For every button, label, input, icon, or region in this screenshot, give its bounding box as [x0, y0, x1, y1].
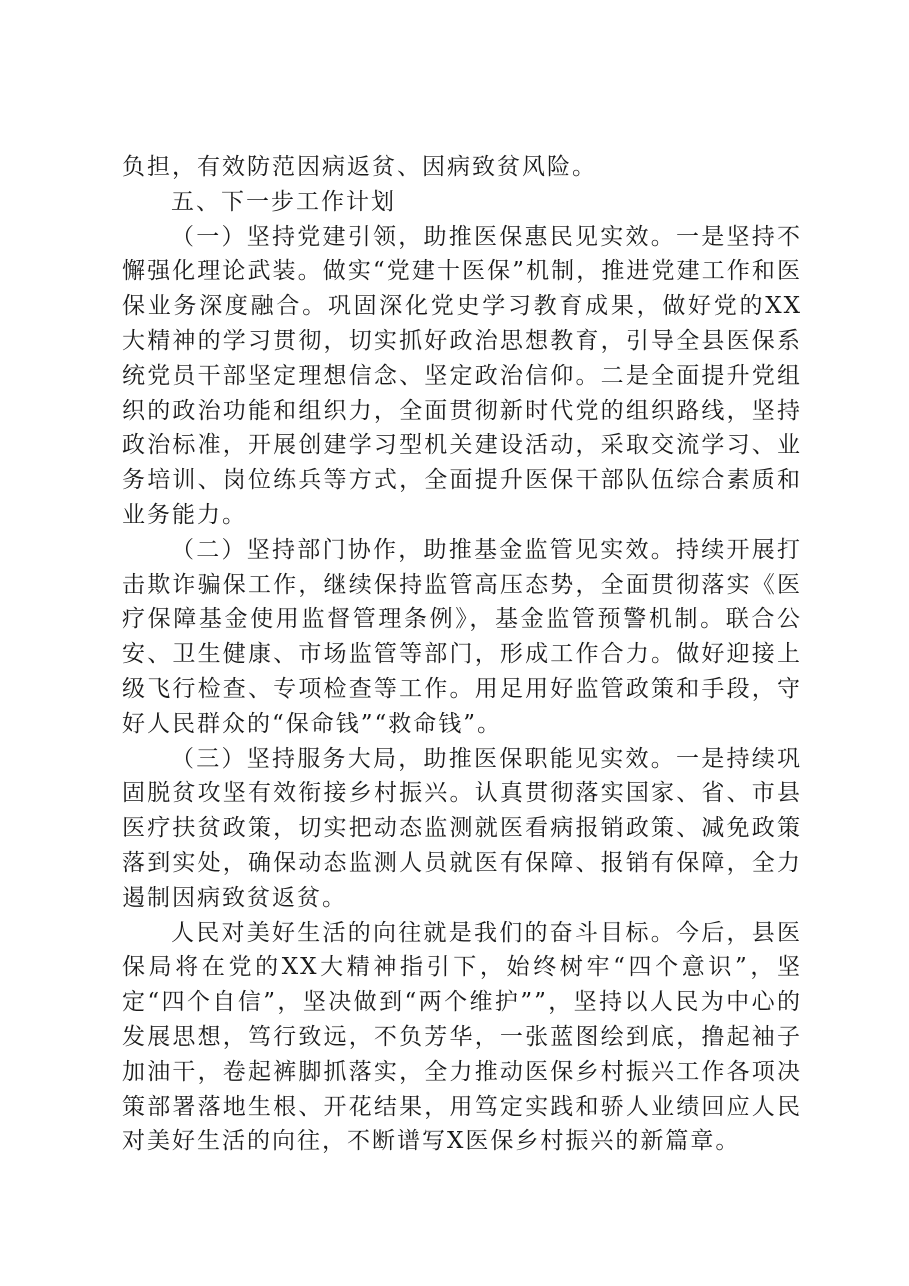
document-body	[122, 150, 802, 1159]
section-heading: 五、下一步工作计划	[171, 188, 396, 215]
paragraph-fund-supervision: （二）坚持部门协作，助推基金监管见实效。持续开展打击欺诈骗保工作，继续保持监管高压态势，全面贯彻落实《医疗保障基金使用监督管理条例》，基金监管预警机制。联合公安、卫生健康、市场监管等部门，形成工作合力。做好迎接上级飞行检查、专项检查等工作。用足用好监管政策和手段，守好人民群众的“保命钱”“救命钱”。	[122, 536, 802, 737]
paragraph-continuation: 负担，有效防范因病返贫、因病致贫风险。	[122, 154, 597, 180]
paragraph-service-overall: （三）坚持服务大局，助推医保职能见实效。一是持续巩固脱贫攻坚有效衔接乡村振兴。认真贯彻落实国家、省、市县医疗扶贫政策，切实把动态监测就医看病报销政策、减免政策落到实处，确保动态监测人员就医有保障、报销有保障，全力遏制因病致贫返贫。	[122, 745, 802, 911]
paragraph-conclusion: 人民对美好生活的向往就是我们的奋斗目标。今后，县医保局将在党的XX大精神指引下，始终树牢“四个意识”，坚定“四个自信”，坚决做到“两个维护””，坚持以人民为中心的发展思想，笃行致远，不负芳华，一张蓝图绘到底，撸起袖子加油干，卷起裤脚抓落实，全力推动医保乡村振兴工作各项决策部署落地生根、开花结果，用笃定实践和骄人业绩回应人民对美好生活的向往，不断谱写X医保乡村振兴的新篇章。	[122, 919, 802, 1155]
paragraph-party-building: （一）坚持党建引领，助推医保惠民见实效。一是坚持不懈强化理论武装。做实“党建十医保”机制，推进党建工作和医保业务深度融合。巩固深化党史学习教育成果，做好党的XX大精神的学习贯彻，切实抓好政治思想教育，引导全县医保系统党员干部坚定理想信念、坚定政治信仰。二是全面提升党组织的政治功能和组织力，全面贯彻新时代党的组织路线，坚持政治标准，开展创建学习型机关建设活动，采取交流学习、业务培训、岗位练兵等方式，全面提升医保干部队伍综合素质和业务能力。	[122, 223, 802, 528]
